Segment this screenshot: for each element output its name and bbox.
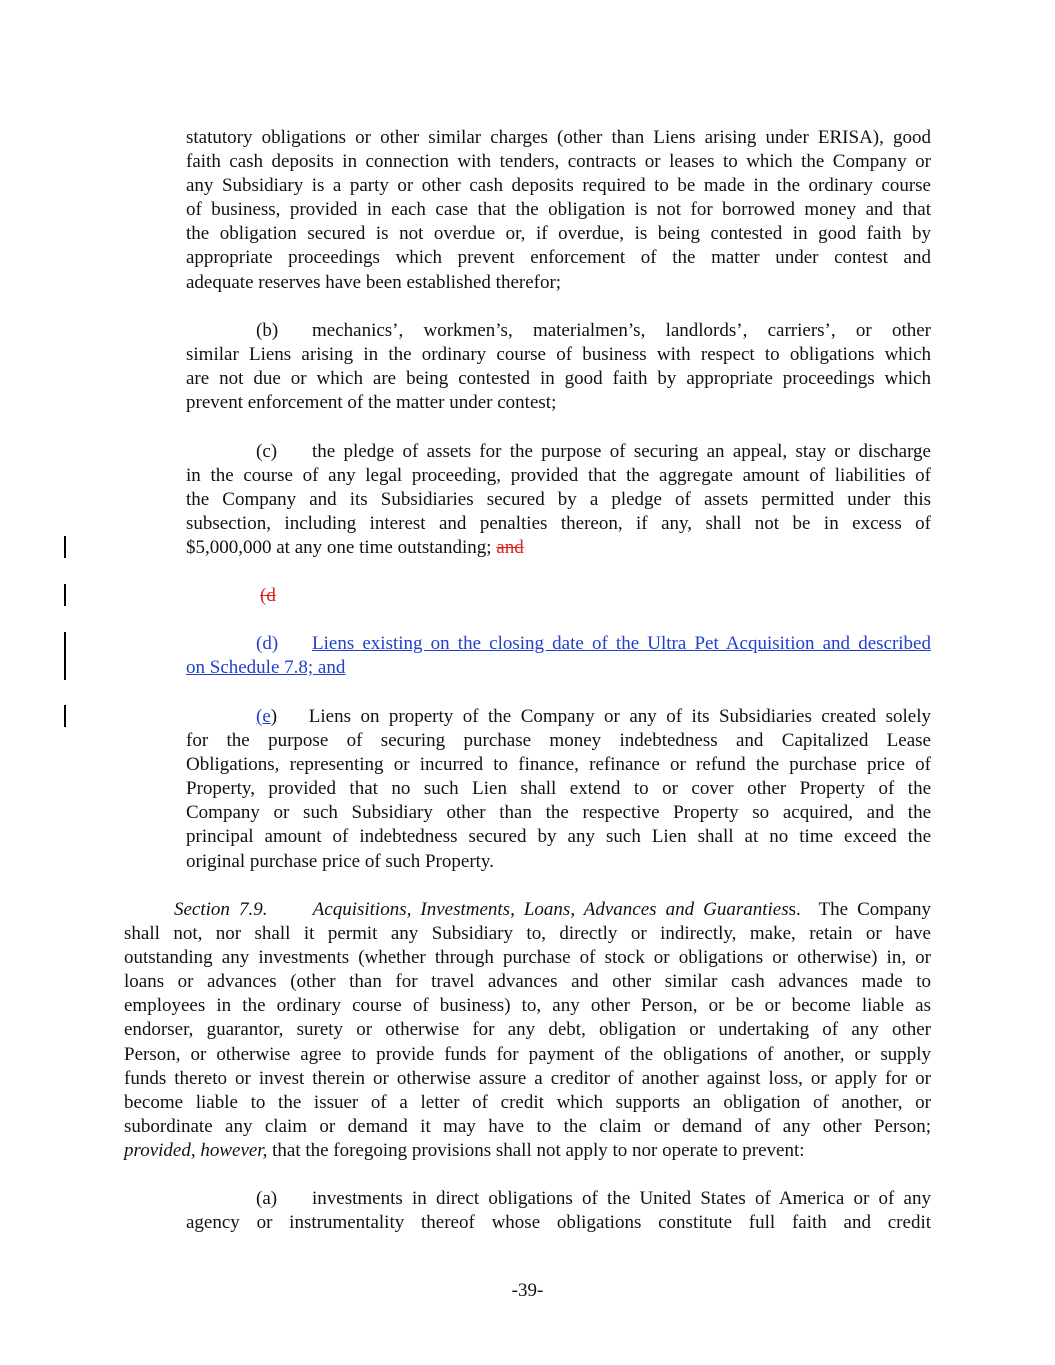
text-line: similar Liens arising in the ordinary course of business with respect to obligations which	[186, 344, 931, 366]
text-fragment: (d	[260, 585, 276, 606]
text-line: in the course of any legal proceeding, provided that the aggregate amount of liabilities of	[186, 465, 931, 487]
change-bar	[64, 584, 66, 606]
text-line: are not due or which are being contested in good faith by appropriate proceedings which	[186, 368, 931, 390]
text-line: agency or instrumentality thereof whose obligations constitute full faith and credit	[186, 1212, 931, 1234]
change-bar	[64, 536, 66, 558]
text-line: Property, provided that no such Lien shall extend to or cover other Property of the	[186, 778, 931, 800]
text-line: on Schedule 7.8; and	[186, 657, 346, 679]
text-line: for the purpose of securing purchase money indebtedness and Capitalized Lease	[186, 730, 931, 752]
deleted-text	[186, 584, 931, 608]
paragraph-d-inserted	[186, 632, 931, 680]
text-fragment: s.	[788, 899, 801, 920]
text-line: of business, provided in each case that the obligation is not for borrowed money and that	[186, 199, 931, 221]
change-bar	[64, 705, 66, 727]
section-title: Acquisitions, Investments, Loans, Advances and Guaranties	[312, 899, 789, 920]
text-line: outstanding any investments (whether through purchase of stock or obligations or otherwise) in, or	[124, 947, 931, 969]
text-fragment: Liens on property of the Company or any of its Subsidiaries created solely	[308, 706, 931, 727]
section-number: Section 7.9.	[174, 899, 268, 920]
text-line: appropriate proceedings which prevent enforcement of the matter under contest and	[186, 247, 931, 269]
item-label: (d)	[256, 633, 279, 654]
item-label: (b)	[256, 320, 279, 341]
text-line: employees in the ordinary course of business) to, any other Person, or be or become liable as	[124, 995, 931, 1017]
page-number: -39-	[511, 1280, 544, 1301]
text-line: original purchase price of such Property.	[186, 850, 494, 872]
text-line: adequate reserves have been established therefor;	[186, 271, 562, 293]
text-line: endorser, guarantor, surety or otherwise for any debt, obligation or undertaking of any other	[124, 1019, 931, 1041]
text-line: become liable to the issuer of a letter of credit which supports an obligation of another, or	[124, 1091, 931, 1113]
text-line: principal amount of indebtedness secured by any such Lien shall at no time exceed the	[186, 826, 931, 848]
section-7-9-paragraph-a	[186, 1187, 931, 1235]
section-7-9	[124, 898, 931, 1163]
text-line	[186, 705, 931, 729]
text-line	[186, 440, 931, 464]
inserted-text	[186, 706, 271, 727]
paragraph-b	[186, 319, 931, 415]
text-fragment: (e	[256, 706, 271, 727]
text-line: the obligation secured is not overdue or, if overdue, is being contested in good faith by	[186, 223, 931, 245]
text-line: the Company and its Subsidiaries secured by a pledge of assets permitted under this	[186, 489, 931, 511]
text-line	[124, 1139, 931, 1163]
item-label: )	[270, 706, 278, 727]
item-label: (a)	[256, 1188, 278, 1209]
text-line	[186, 1187, 931, 1211]
text-line: Company or such Subsidiary other than the respective Property so acquired, and the	[186, 802, 931, 824]
paragraph-c	[186, 440, 931, 560]
text-line	[186, 536, 931, 560]
change-bar	[64, 632, 66, 680]
text-line: statutory obligations or other similar charges (other than Liens arising under ERISA), good	[186, 127, 931, 148]
text-line: Obligations, representing or incurred to finance, refinance or refund the purchase price of	[186, 754, 931, 776]
text-line: shall not, nor shall it permit any Subsidiary to, directly or indirectly, make, retain or have	[124, 923, 931, 945]
text-line	[186, 319, 931, 343]
paragraph-a-continuation	[186, 126, 931, 295]
text-fragment: mechanics’, workmen’s, materialmen’s, landlords’, carriers’, or other	[312, 320, 931, 341]
text-fragment: that the foregoing provisions shall not apply to nor operate to prevent:	[272, 1139, 805, 1161]
text-fragment: the pledge of assets for the purpose of securing an appeal, stay or discharge	[312, 441, 931, 462]
text-fragment: $5,000,000 at any one time outstanding;	[186, 537, 492, 559]
item-label: (c)	[256, 441, 278, 462]
text-line: faith cash deposits in connection with tenders, contracts or leases to which the Company or	[186, 151, 931, 173]
text-line: loans or advances (other than for travel advances and other similar cash advances made to	[124, 971, 931, 993]
text-fragment: The Company	[818, 899, 931, 920]
text-line: funds thereto or invest therein or otherwise assure a creditor of another against loss, or apply for or	[124, 1067, 931, 1089]
paragraph-e	[186, 705, 931, 874]
section-heading-line	[124, 898, 931, 922]
text-fragment: investments in direct obligations of the United States of America or of any	[312, 1188, 931, 1209]
text-line: any Subsidiary is a party or other cash deposits required to be made in the ordinary course	[186, 175, 931, 197]
text-line: subsection, including interest and penalties thereon, if any, shall not be in excess of	[186, 513, 931, 535]
italic-phrase: provided, however,	[124, 1139, 268, 1161]
text-fragment: Liens existing on the closing date of the Ultra Pet Acquisition and described	[312, 633, 931, 654]
text-line: Person, or otherwise agree to provide funds for payment of the obligations of another, or supply	[124, 1043, 931, 1065]
text-line	[186, 632, 931, 656]
text-line: subordinate any claim or demand it may have to the claim or demand of any other Person;	[124, 1115, 931, 1137]
deleted-text: and	[496, 537, 524, 559]
deleted-label-line	[186, 584, 931, 608]
text-line: prevent enforcement of the matter under contest;	[186, 392, 557, 414]
